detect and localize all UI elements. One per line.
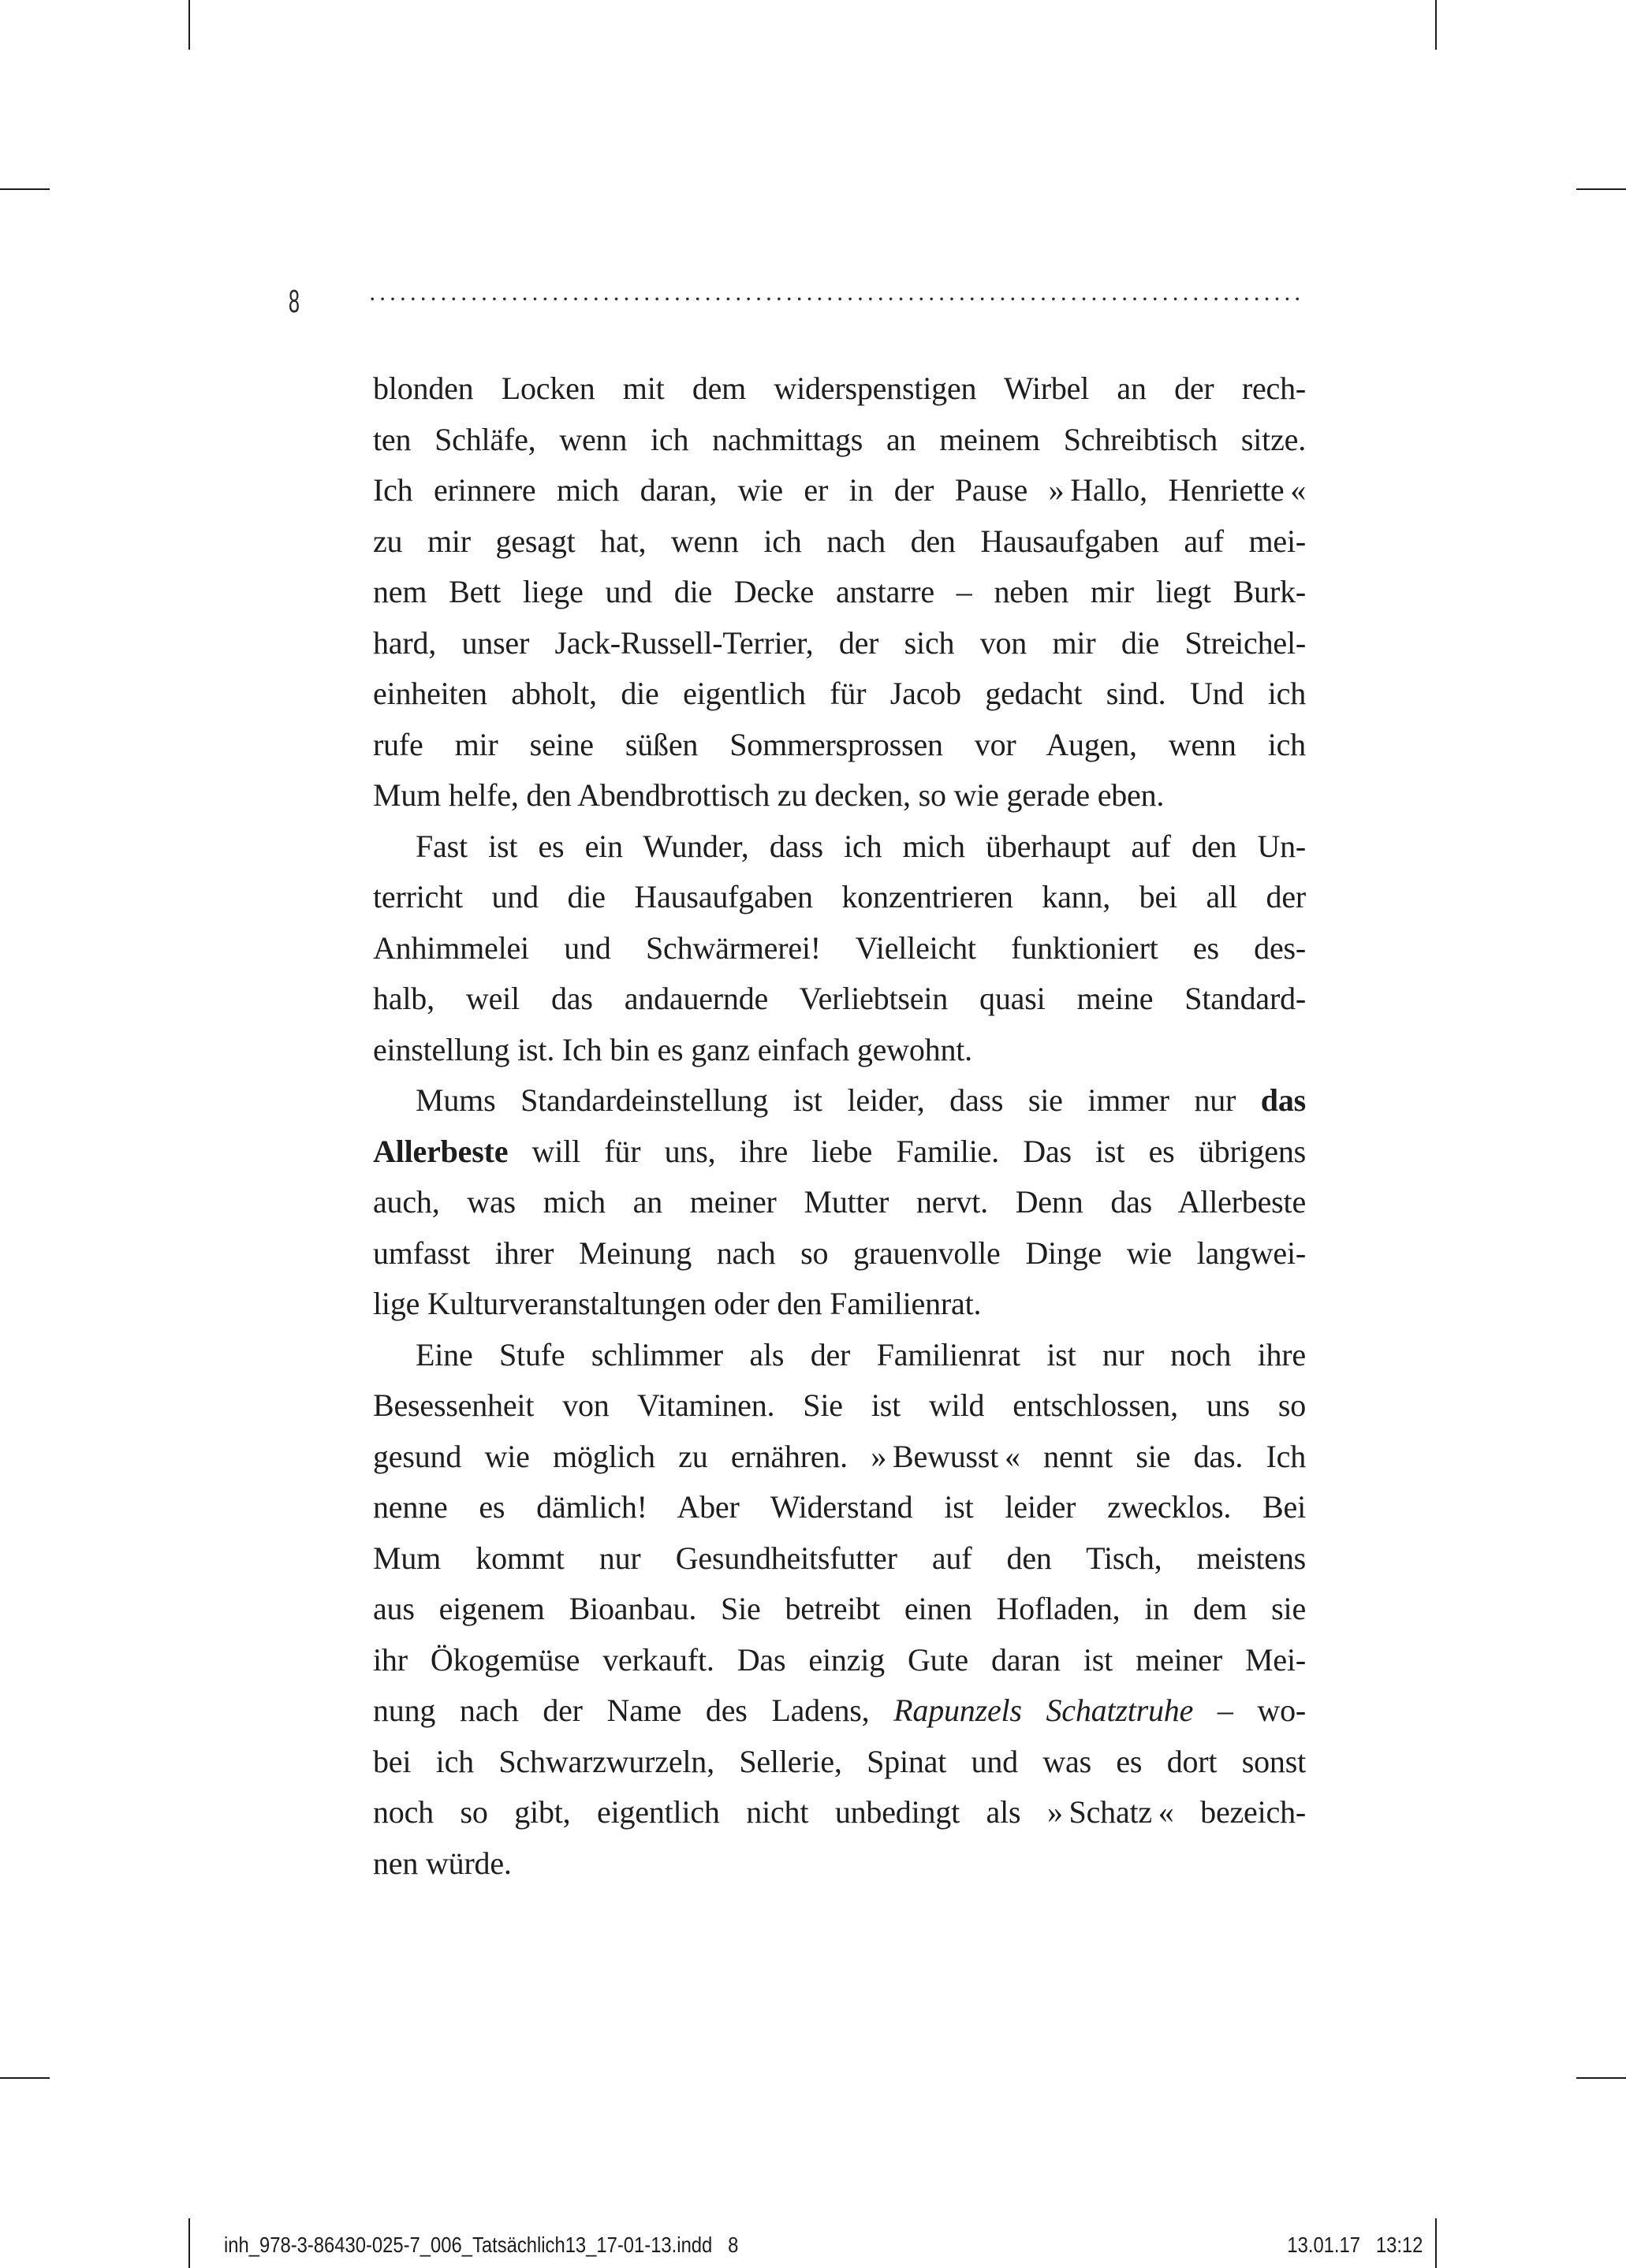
text-line: blonden Locken mit dem widerspenstigen Wirbel an der rech- [373,371,1306,406]
body-text [373,363,1306,1889]
text-line: auch, was mich an meiner Mutter nervt. Denn das Allerbeste [373,1184,1306,1220]
text-line: Fast ist es ein Wunder, dass ich mich überhaupt auf den Un- [416,828,1306,864]
text-line: rufe mir seine süßen Sommersprossen vor Augen, wenn ich [373,726,1306,762]
text-line: ten Schläfe, wenn ich nachmittags an meinem Schreibtisch sitze. [373,421,1306,457]
text-line: umfasst ihrer Meinung nach so grauenvolle Dinge wie langwei- [373,1235,1306,1271]
crop-mark-top-right-vertical [1435,0,1437,50]
text-line: ihr Ökogemüse verkauft. Das einzig Gute daran ist meiner Mei- [373,1641,1306,1678]
text-line: halb, weil das andauernde Verliebtsein quasi meine Standard- [373,981,1306,1016]
text-line: gesund wie möglich zu ernähren. » Bewusst « nennt sie das. Ich [373,1438,1306,1474]
footer-filename: inh_978-3-86430-025-7_006_Tatsächlich13_17-01-13.indd 8 [224,2233,739,2257]
text-line: terricht und die Hausaufgaben konzentrieren kann, bei all der [373,879,1306,914]
text-line: lige Kulturveranstaltungen oder den Familienrat. [373,1286,982,1321]
crop-mark-bottom-left-vertical [188,2218,190,2268]
text-line: einstellung ist. Ich bin es ganz einfach gewohnt. [373,1031,972,1067]
text-line: Anhimmelei und Schwärmerei! Vielleicht funktioniert es des- [373,929,1306,966]
text-line: noch so gibt, eigentlich nicht unbedingt als » Schatz « bezeich- [373,1794,1306,1830]
footer-timestamp: 13.01.17 13:12 [1286,2233,1423,2257]
header-dotted-rule [371,297,1304,301]
text-line: Allerbeste will für uns, ihre liebe Familie. Das ist es übrigens [373,1133,1306,1169]
text-line: nen würde. [373,1845,512,1881]
text-line: bei ich Schwarzwurzeln, Sellerie, Spinat und was es dort sonst [373,1743,1306,1779]
text-line: Eine Stufe schlimmer als der Familienrat ist nur noch ihre [416,1336,1306,1372]
text-line: nem Bett liege und die Decke anstarre – neben mir liegt Burk- [373,574,1306,609]
text-line: Mum helfe, den Abendbrottisch zu decken, so wie gerade eben. [373,777,1165,813]
crop-mark-bottom-right-horizontal [1576,2077,1626,2079]
text-line: Mum kommt nur Gesundheitsfutter auf den Tisch, meistens [373,1540,1306,1576]
crop-mark-top-left-vertical [188,0,190,50]
text-line: Mums Standardeinstellung ist leider, dass sie immer nur das [416,1082,1306,1118]
text-line: hard, unser Jack-Russell-Terrier, der sich von mir die Streichel- [373,624,1306,661]
crop-mark-bottom-right-vertical [1435,2218,1437,2268]
text-line: zu mir gesagt hat, wenn ich nach den Hausaufgaben auf mei- [373,523,1306,559]
crop-mark-top-left-horizontal [0,188,50,190]
crop-mark-top-right-horizontal [1576,188,1626,190]
text-line: nung nach der Name des Ladens, Rapunzels Schatztruhe – wo- [373,1693,1306,1728]
text-line: einheiten abholt, die eigentlich für Jacob gedacht sind. Und ich [373,676,1306,711]
text-line: nenne es dämlich! Aber Widerstand ist leider zwecklos. Bei [373,1489,1306,1525]
text-line: aus eigenem Bioanbau. Sie betreibt einen Hofladen, in dem sie [373,1591,1306,1626]
crop-mark-bottom-left-horizontal [0,2077,50,2079]
text-line: Ich erinnere mich daran, wie er in der Pause » Hallo, Henriette « [373,472,1306,508]
text-line: Besessenheit von Vitaminen. Sie ist wild entschlossen, uns so [373,1387,1306,1423]
page-number: 8 [288,283,300,319]
